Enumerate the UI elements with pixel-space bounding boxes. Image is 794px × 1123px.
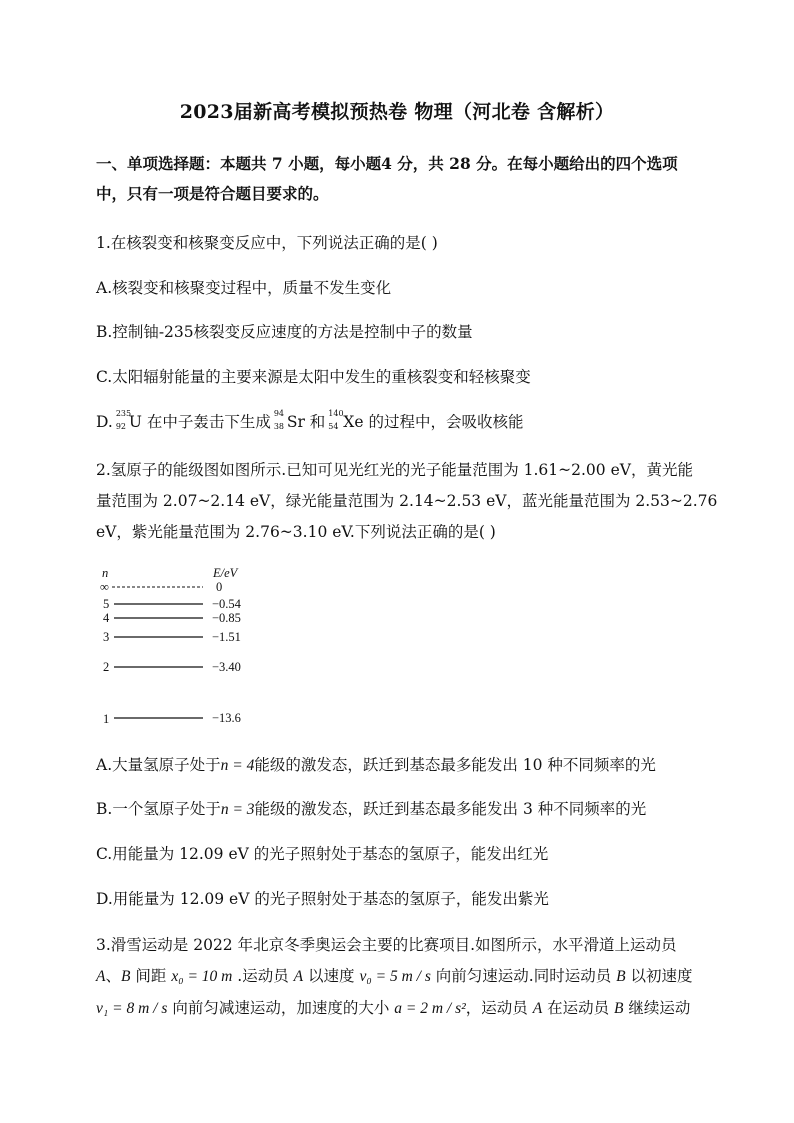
diagram-n-label: n [102, 566, 109, 580]
level-n-2: 2 [103, 660, 110, 674]
q3-stem-line1: 3.滑雪运动是 2022 年北京冬季奥运会主要的比赛项目.如图所示，水平滑道上运动员 [96, 936, 677, 954]
level-e-inf: 0 [216, 580, 223, 594]
level-e-5: −0.54 [212, 597, 241, 611]
nuclide-u235: 235 92 [115, 409, 132, 431]
level-e-1: −13.6 [212, 711, 241, 725]
level-n-inf: ∞ [100, 580, 109, 594]
nuclide-xe140: 140 54 [328, 409, 344, 431]
level-n-3: 3 [103, 630, 110, 644]
q2-stem-line1: 2.氢原子的能级图如图所示.已知可见光红光的光子能量范围为 1.61~2.00 eV，黄光能 [96, 461, 693, 479]
q2-option-c: C.用能量为 12.09 eV 的光子照射处于基态的氢原子，能发出红光 [96, 845, 549, 863]
section-heading: 一、单项选择题：本题共 7 小题，每小题4 分，共 28 分。在每小题给出的四个选项中，只有一项是符合题目要求的。 [96, 154, 678, 203]
q1-option-c: C.太阳辐射能量的主要来源是太阳中发生的重核裂变和轻核聚变 [96, 368, 531, 386]
q1-stem: 1.在核裂变和核聚变反应中，下列说法正确的是( ) [96, 234, 438, 252]
q2-stem-line3: eV，紫光能量范围为 2.76~3.10 eV.下列说法正确的是( ) [96, 523, 496, 541]
level-e-3: −1.51 [212, 630, 241, 644]
level-e-4: −0.85 [212, 611, 241, 625]
q2-option-b: B.一个氢原子处于n = 3能级的激发态，跃迁到基态最多能发出 3 种不同频率的光 [96, 800, 647, 818]
energy-level-diagram [100, 562, 300, 732]
level-n-5: 5 [103, 597, 110, 611]
nuclide-sr94: 94 38 [273, 409, 285, 431]
level-n-1: 1 [103, 712, 110, 726]
page-title: 2023届新高考模拟预热卷 物理（河北卷 含解析） [179, 101, 615, 123]
q2-stem-line2: 量范围为 2.07~2.14 eV，绿光能量范围为 2.14~2.53 eV，蓝光能量范围为 2.53~2.76 [96, 492, 718, 510]
q1-option-b: B.控制铀-235核裂变反应速度的方法是控制中子的数量 [96, 323, 473, 341]
q3-stem-line2: A、B 间距 x₀ = 10 m .运动员 A 以速度 v₀ = 5 m / s 向前匀速运动.同时运动员 B 以初速度 [96, 967, 693, 985]
q2-option-d: D.用能量为 12.09 eV 的光子照射处于基态的氢原子，能发出紫光 [96, 890, 549, 908]
q2-option-a: A.大量氢原子处于n = 4能级的激发态，跃迁到基态最多能发出 10 种不同频率的光 [96, 756, 656, 774]
q1-option-d: D. 235 92 U 在中子轰击下生成 94 38 Sr 和 140 54 Xe 的过程中，会吸收核能 [96, 409, 524, 431]
level-n-4: 4 [103, 611, 110, 625]
q1-option-a: A.核裂变和核聚变过程中，质量不发生变化 [96, 279, 392, 297]
level-e-2: −3.40 [212, 660, 241, 674]
diagram-e-label: E/eV [213, 566, 238, 580]
q3-stem-line3: v₁ = 8 m / s 向前匀减速运动，加速度的大小 a = 2 m / s²，运动员 A 在运动员 B 继续运动 [96, 999, 691, 1017]
